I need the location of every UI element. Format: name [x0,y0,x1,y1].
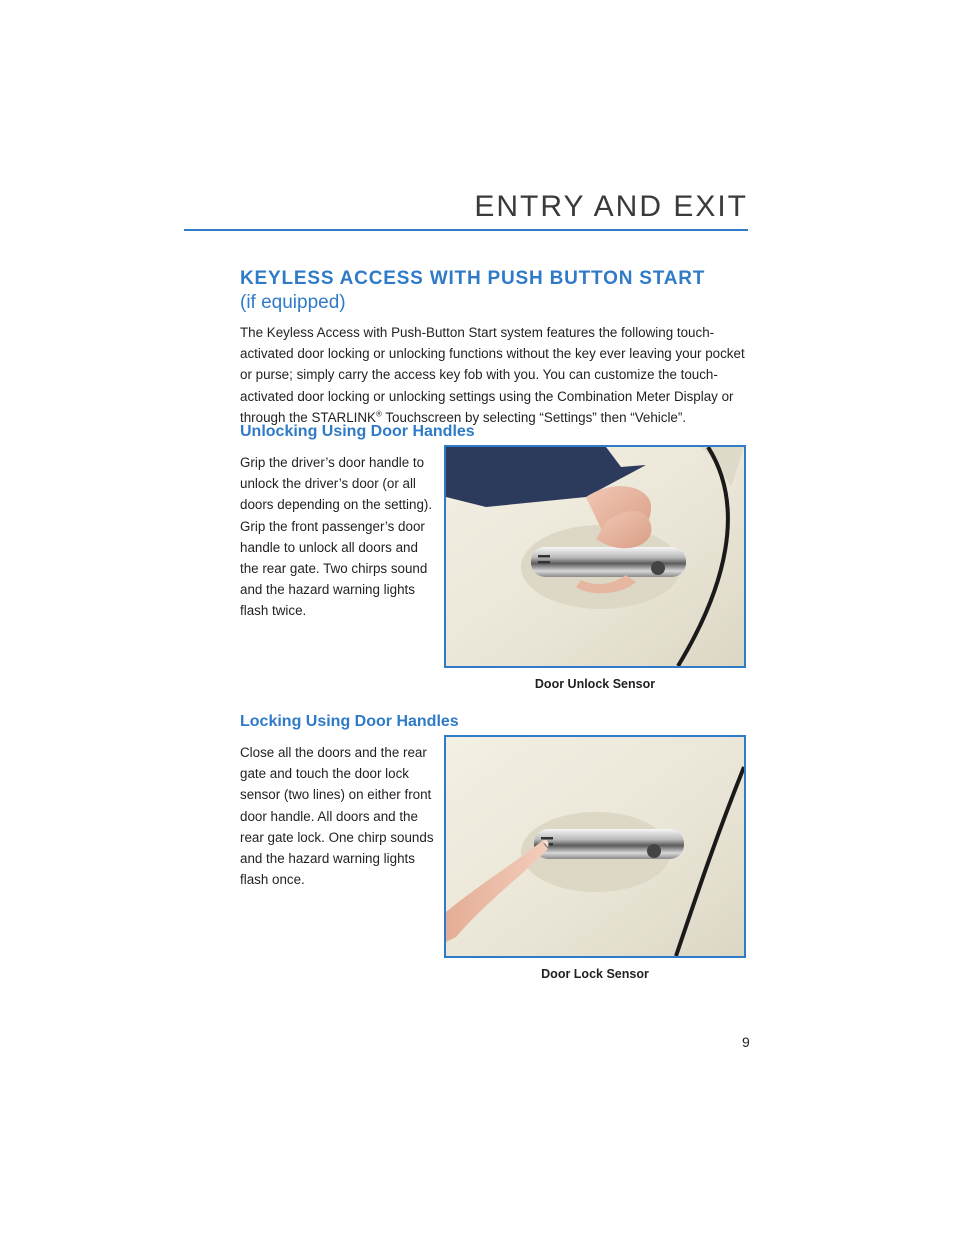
lock-photo-caption: Door Lock Sensor [541,967,649,981]
unlock-heading: Unlocking Using Door Handles [240,423,475,440]
door-handle-grip-image [446,447,744,666]
page-number: 9 [742,1034,750,1050]
page-subtitle: (if equipped) [240,292,346,313]
intro-paragraph [240,322,750,428]
section-title: ENTRY AND EXIT [474,190,748,223]
lock-heading: Locking Using Door Handles [240,713,459,730]
lock-body: Close all the doors and the rear gate and touch the door lock sensor (two lines) on either front door handle. All doors and the rear gate lock. One chirp sounds and the hazard warning lights flash once. [240,745,434,888]
unlock-body: Grip the driver’s door handle to unlock the driver’s door (or all doors depending on the setting). Grip the front passenger’s door handle to unlock all doors and the rear gate. Two chirps sound and the hazard warning lights flash twice. [240,455,433,619]
page-title: KEYLESS ACCESS WITH PUSH BUTTON START [240,268,706,289]
intro-text-part2: Touchscreen by selecting “Settings” then “Vehicle”. [381,409,687,425]
intro-text-part1: The Keyless Access with Push-Button Start system features the following touch-activated door locking or unlocking functions without the key ever leaving your pocket or purse; simply carry the access key fob with you. You can customize the touch-activated door locking or unlocking settings using the Combination Meter Display or through the STARLINK [240,325,745,425]
door-handle-touch-image [446,737,744,956]
unlock-photo-caption: Door Unlock Sensor [534,677,656,691]
lock-photo [444,735,746,958]
unlock-photo [444,445,746,668]
section-rule [184,229,748,231]
registered-mark: ® [375,409,382,419]
